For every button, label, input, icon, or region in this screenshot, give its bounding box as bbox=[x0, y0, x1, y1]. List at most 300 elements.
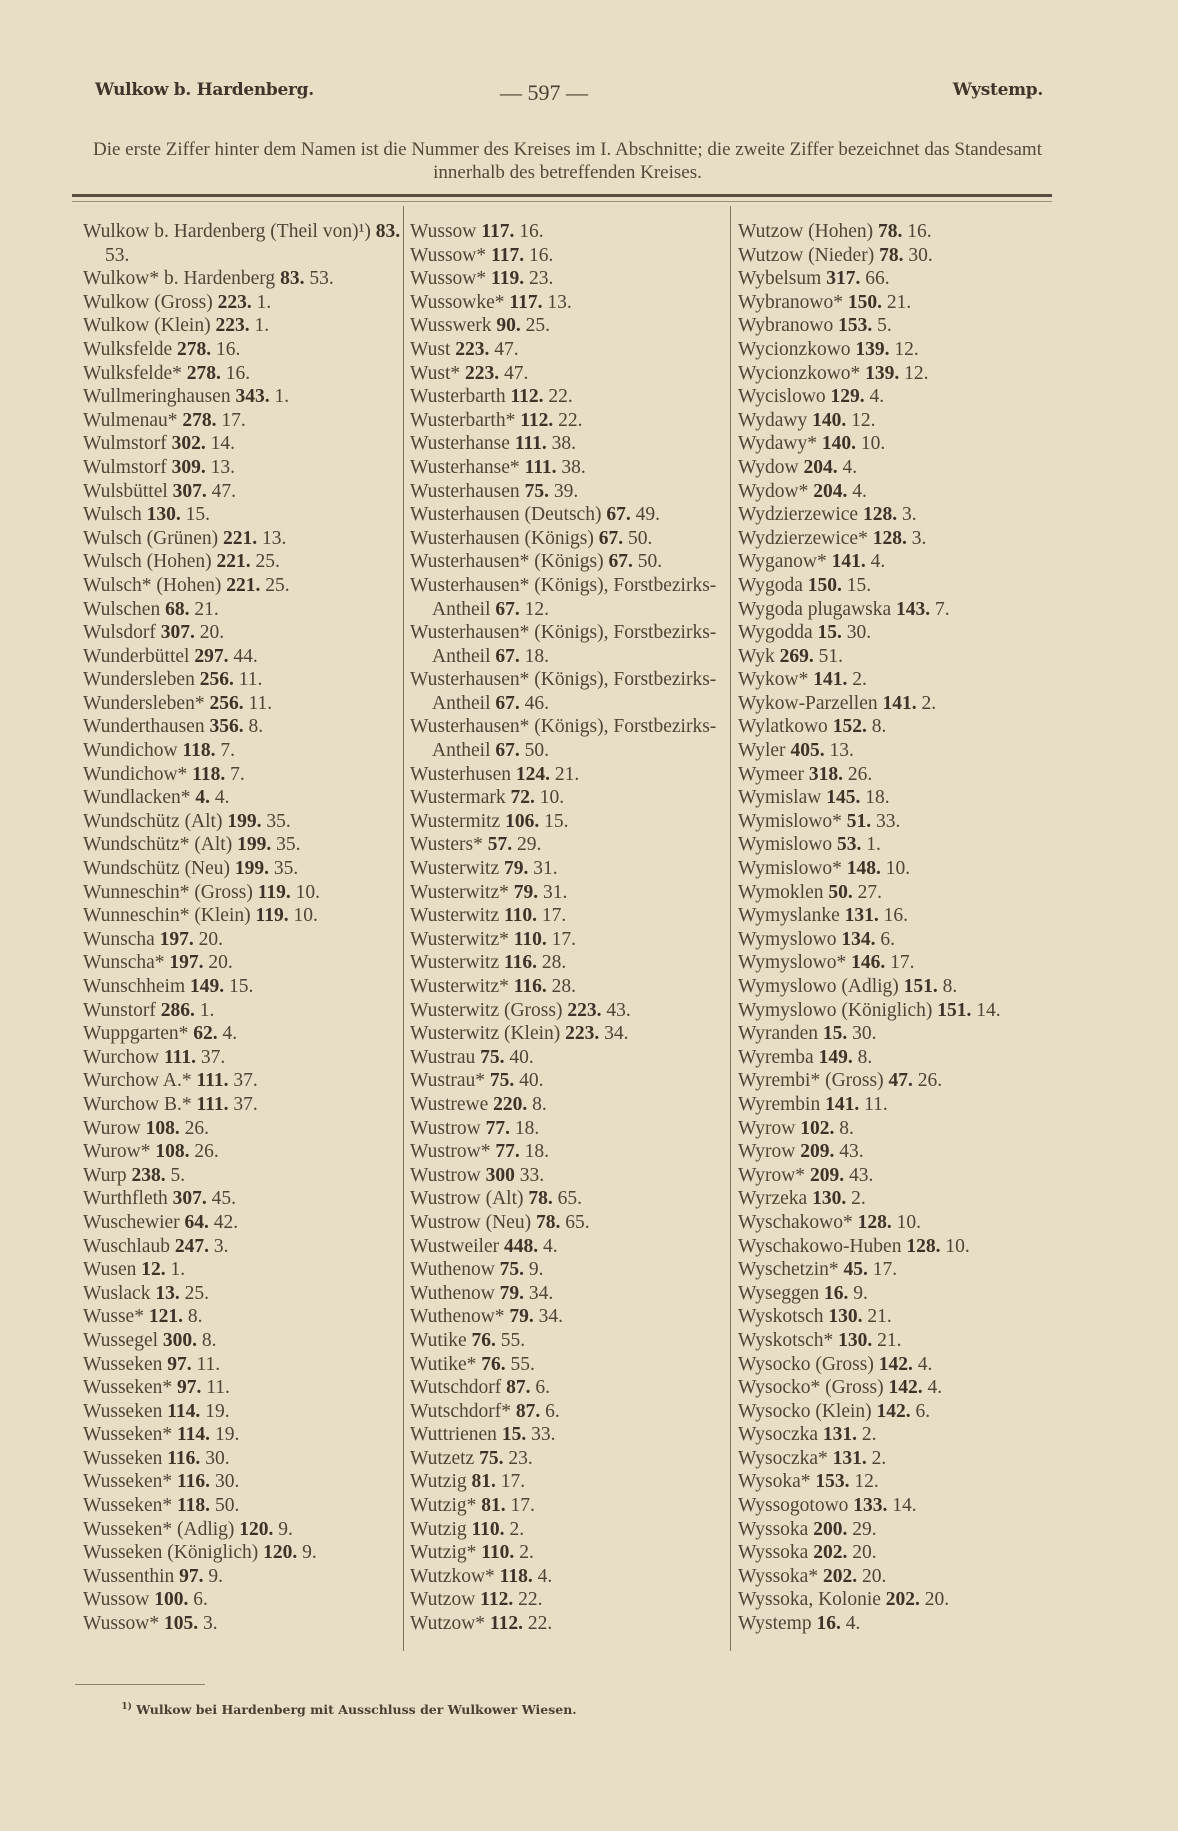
entry-kreis-number: 134. bbox=[841, 928, 876, 950]
entry-kreis-number: 97. bbox=[177, 1377, 202, 1399]
entry-kreis-number: 278. bbox=[182, 409, 217, 431]
entry-standesamt-number: 44. bbox=[233, 645, 258, 667]
index-entry bbox=[738, 1069, 1056, 1093]
entry-standesamt-number: 17. bbox=[510, 1495, 535, 1517]
entry-standesamt-number: 18. bbox=[514, 1117, 540, 1139]
entry-kreis-number: 278. bbox=[176, 338, 212, 360]
entry-standesamt-number: 7. bbox=[230, 763, 245, 785]
entry-place-name: Wuppgarten* bbox=[83, 1023, 189, 1045]
entry-place-name: Wustrow bbox=[410, 1164, 481, 1186]
entry-place-name: Wurow bbox=[83, 1117, 141, 1139]
entry-kreis-number: 111. bbox=[196, 1093, 229, 1115]
entry-place-name: Wyssoka bbox=[738, 1542, 809, 1564]
entry-kreis-number: 133. bbox=[853, 1495, 888, 1517]
index-entry bbox=[83, 1046, 401, 1070]
entry-place-name: Wusterwitz* bbox=[410, 976, 509, 997]
index-entry bbox=[738, 881, 1056, 905]
index-entry bbox=[83, 951, 401, 975]
entry-place-name: Wusseken* bbox=[83, 1471, 173, 1493]
entry-kreis-number: 75. bbox=[480, 1046, 505, 1068]
entry-standesamt-number: 13. bbox=[262, 527, 287, 549]
index-entry bbox=[83, 904, 401, 928]
entry-kreis-number: 47. bbox=[888, 1070, 913, 1092]
entry-standesamt-number: 53. bbox=[105, 244, 130, 266]
entry-kreis-number: 72. bbox=[510, 787, 535, 809]
footnote bbox=[0, 1702, 938, 1717]
entry-place-name: Wustweiler bbox=[410, 1235, 500, 1257]
entry-place-name: Wybranowo bbox=[738, 315, 834, 337]
entry-kreis-number: 223. bbox=[465, 362, 500, 384]
index-entry bbox=[738, 810, 1056, 834]
entry-kreis-number: 307. bbox=[172, 480, 207, 502]
entry-kreis-number: 100. bbox=[154, 1589, 189, 1611]
entry-kreis-number: 90. bbox=[496, 315, 521, 337]
entry-standesamt-number: 1. bbox=[199, 999, 215, 1021]
index-entry bbox=[83, 1612, 401, 1636]
index-entry bbox=[410, 1093, 728, 1117]
entry-standesamt-number: 13. bbox=[829, 740, 854, 762]
entry-kreis-number: 197. bbox=[169, 952, 204, 974]
entry-place-name: Wybelsum bbox=[738, 268, 822, 290]
index-entry bbox=[738, 1258, 1056, 1282]
entry-place-name: Wutzig bbox=[410, 1471, 467, 1493]
entry-kreis-number: 128. bbox=[872, 527, 907, 549]
entry-place-name: Wuschewier bbox=[83, 1211, 180, 1233]
index-entry bbox=[738, 786, 1056, 810]
entry-standesamt-number: 55. bbox=[500, 1329, 526, 1351]
entry-standesamt-number: 45. bbox=[211, 1188, 237, 1210]
index-entry bbox=[738, 1187, 1056, 1211]
entry-place-name: Wunscha bbox=[83, 928, 155, 950]
index-entry bbox=[83, 385, 401, 409]
index-entry bbox=[410, 786, 728, 810]
entry-standesamt-number: 14. bbox=[976, 999, 1001, 1021]
entry-standesamt-number: 25. bbox=[184, 1282, 209, 1304]
entry-standesamt-number: 2. bbox=[921, 692, 937, 714]
index-entry bbox=[410, 1117, 728, 1141]
entry-place-name: Wulksfelde bbox=[83, 338, 173, 360]
entry-place-name: Wusterhanse* bbox=[410, 456, 520, 478]
entry-kreis-number: 300. bbox=[162, 1329, 198, 1351]
entry-place-name: Wyssoka, Kolonie bbox=[738, 1589, 881, 1611]
entry-kreis-number: 121. bbox=[148, 1306, 183, 1328]
entry-kreis-number: 139. bbox=[865, 362, 900, 384]
entry-kreis-number: 238. bbox=[131, 1164, 166, 1186]
entry-standesamt-number: 17. bbox=[890, 952, 915, 974]
entry-kreis-number: 128. bbox=[906, 1235, 941, 1257]
index-entry bbox=[738, 314, 1056, 338]
entry-kreis-number: 87. bbox=[515, 1400, 541, 1422]
entry-standesamt-number: 19. bbox=[214, 1424, 240, 1446]
entry-place-name: Wycislowo bbox=[738, 386, 826, 408]
entry-place-name: Wundschütz (Alt) bbox=[83, 810, 223, 832]
entry-standesamt-number: 6. bbox=[535, 1377, 551, 1399]
entry-place-name: Wurp bbox=[83, 1164, 127, 1186]
entry-standesamt-number: 30. bbox=[852, 1023, 877, 1045]
entry-kreis-number: 150. bbox=[807, 574, 842, 596]
entry-kreis-number: 130. bbox=[812, 1188, 847, 1210]
entry-place-name: Wustrow (Neu) bbox=[410, 1211, 532, 1233]
index-entry bbox=[410, 999, 728, 1023]
footnote-marker: 1) bbox=[121, 1702, 132, 1712]
entry-place-name: Wundersleben bbox=[83, 669, 195, 691]
entry-kreis-number: 97. bbox=[167, 1353, 192, 1375]
entry-standesamt-number: 12. bbox=[854, 1471, 879, 1493]
index-entry bbox=[410, 904, 728, 928]
running-head-right: Wystemp. bbox=[952, 80, 1043, 100]
entry-standesamt-number: 20. bbox=[861, 1565, 887, 1587]
entry-place-name: Wussow bbox=[83, 1589, 150, 1611]
entry-standesamt-number: 34. bbox=[528, 1282, 554, 1304]
index-entry bbox=[738, 951, 1056, 975]
entry-place-name: Wunschheim bbox=[83, 976, 186, 997]
entry-standesamt-number: 26. bbox=[847, 763, 873, 785]
entry-kreis-number: 112. bbox=[510, 386, 544, 408]
index-entry bbox=[83, 1329, 401, 1353]
entry-place-name: Wundersleben* bbox=[83, 692, 205, 714]
index-entry bbox=[410, 1046, 728, 1070]
entry-kreis-number: 131. bbox=[832, 1447, 867, 1469]
entry-standesamt-number: 8. bbox=[839, 1117, 854, 1139]
entry-kreis-number: 142. bbox=[876, 1400, 911, 1422]
entry-place-name: Wusterwitz* bbox=[410, 881, 509, 903]
entry-standesamt-number: 17. bbox=[551, 928, 577, 950]
index-entry bbox=[410, 1588, 728, 1612]
entry-place-name: Wydawy* bbox=[738, 433, 817, 455]
entry-place-name: Wymislowo* bbox=[738, 810, 842, 832]
entry-place-name: Wusterhanse bbox=[410, 433, 510, 455]
entry-kreis-number: 13. bbox=[155, 1282, 180, 1304]
entry-kreis-number: 220. bbox=[493, 1093, 528, 1115]
entry-place-name: Wusterhausen* (Königs), Forstbezirks-Antheil bbox=[410, 716, 717, 762]
entry-standesamt-number: 47. bbox=[211, 480, 237, 502]
index-entry bbox=[410, 810, 728, 834]
index-entry bbox=[410, 550, 728, 574]
entry-place-name: Wyrow bbox=[738, 1117, 796, 1139]
entry-kreis-number: 110. bbox=[503, 905, 538, 927]
entry-standesamt-number: 25. bbox=[525, 315, 551, 337]
entry-place-name: Wygoda bbox=[738, 574, 803, 596]
entry-kreis-number: 247. bbox=[174, 1235, 209, 1257]
entry-standesamt-number: 19. bbox=[205, 1400, 230, 1422]
entry-standesamt-number: 4. bbox=[927, 1377, 943, 1399]
entry-place-name: Wunderthausen bbox=[83, 716, 205, 738]
index-entry bbox=[410, 1612, 728, 1636]
index-entry bbox=[83, 1588, 401, 1612]
index-entry bbox=[738, 1470, 1056, 1494]
entry-standesamt-number: 20. bbox=[208, 952, 233, 974]
entry-place-name: Wurthfleth bbox=[83, 1188, 168, 1210]
entry-standesamt-number: 33. bbox=[876, 810, 901, 832]
entry-kreis-number: 202. bbox=[885, 1589, 920, 1611]
entry-kreis-number: 53. bbox=[837, 834, 862, 856]
entry-place-name: Wulkow (Klein) bbox=[83, 315, 211, 337]
entry-kreis-number: 83. bbox=[375, 221, 401, 242]
entry-kreis-number: 204. bbox=[803, 456, 838, 478]
entry-place-name: Wusseken* bbox=[83, 1495, 173, 1517]
index-entry bbox=[738, 220, 1056, 244]
entry-standesamt-number: 34. bbox=[538, 1306, 564, 1328]
index-entry bbox=[83, 1447, 401, 1471]
entry-kreis-number: 128. bbox=[862, 504, 898, 526]
entry-kreis-number: 79. bbox=[513, 881, 539, 903]
entry-place-name: Wusterhausen (Deutsch) bbox=[410, 504, 602, 526]
index-entry bbox=[738, 904, 1056, 928]
entry-place-name: Wussenthin bbox=[83, 1565, 175, 1587]
entry-kreis-number: 116. bbox=[513, 976, 547, 997]
index-entry bbox=[410, 385, 728, 409]
index-entry bbox=[410, 1069, 728, 1093]
entry-kreis-number: 76. bbox=[481, 1353, 506, 1375]
index-entry bbox=[83, 1565, 401, 1589]
entry-standesamt-number: 9. bbox=[528, 1259, 544, 1281]
index-entry bbox=[738, 480, 1056, 504]
entry-standesamt-number: 1. bbox=[866, 834, 881, 856]
entry-place-name: Wutike* bbox=[410, 1353, 477, 1375]
entry-standesamt-number: 15. bbox=[228, 976, 254, 997]
index-entry bbox=[410, 1022, 728, 1046]
entry-kreis-number: 15. bbox=[817, 622, 842, 644]
entry-standesamt-number: 4. bbox=[842, 456, 858, 478]
entry-place-name: Wycionzkowo bbox=[738, 338, 851, 360]
entry-place-name: Wymyslowo bbox=[738, 928, 837, 950]
index-entry bbox=[738, 362, 1056, 386]
entry-place-name: Wulsch bbox=[83, 504, 142, 526]
entry-place-name: Wysoczka* bbox=[738, 1447, 828, 1469]
index-entry bbox=[738, 1022, 1056, 1046]
entry-standesamt-number: 12. bbox=[851, 409, 876, 431]
entry-standesamt-number: 50. bbox=[524, 740, 549, 762]
entry-place-name: Wullmeringhausen bbox=[83, 386, 231, 408]
index-entry bbox=[83, 1187, 401, 1211]
entry-place-name: Wuthenow bbox=[410, 1282, 495, 1304]
entry-kreis-number: 140. bbox=[812, 409, 847, 431]
index-entry bbox=[738, 598, 1056, 622]
entry-standesamt-number: 50. bbox=[628, 527, 653, 549]
index-entry bbox=[738, 763, 1056, 787]
index-entry bbox=[738, 338, 1056, 362]
entry-kreis-number: 141. bbox=[882, 692, 917, 714]
index-entry bbox=[83, 1211, 401, 1235]
entry-kreis-number: 119. bbox=[257, 881, 291, 903]
index-entry bbox=[410, 715, 728, 762]
entry-kreis-number: 223. bbox=[565, 1023, 600, 1045]
entry-place-name: Wutzow bbox=[410, 1589, 476, 1611]
entry-kreis-number: 448. bbox=[503, 1235, 539, 1257]
index-entry bbox=[83, 928, 401, 952]
entry-kreis-number: 75. bbox=[479, 1447, 504, 1469]
entry-standesamt-number: 4. bbox=[869, 386, 885, 408]
entry-place-name: Wustermark bbox=[410, 787, 506, 809]
index-entry bbox=[83, 692, 401, 716]
entry-place-name: Wusterhausen* (Königs), Forstbezirks-Antheil bbox=[410, 669, 717, 714]
entry-place-name: Wusseken bbox=[83, 1353, 163, 1375]
index-entry bbox=[83, 480, 401, 504]
entry-standesamt-number: 4. bbox=[214, 787, 230, 809]
entry-place-name: Wykow-Parzellen bbox=[738, 692, 878, 714]
entry-place-name: Wusseken* bbox=[83, 1377, 173, 1399]
entry-standesamt-number: 4. bbox=[870, 551, 886, 573]
entry-place-name: Wustermitz bbox=[410, 810, 501, 832]
entry-place-name: Wusterwitz bbox=[410, 905, 500, 927]
index-entry bbox=[410, 1400, 728, 1424]
entry-place-name: Wykow* bbox=[738, 669, 809, 691]
entry-kreis-number: 112. bbox=[480, 1589, 514, 1611]
entry-kreis-number: 153. bbox=[815, 1471, 850, 1493]
entry-kreis-number: 67. bbox=[608, 551, 633, 573]
index-entry bbox=[738, 1117, 1056, 1141]
entry-standesamt-number: 11. bbox=[238, 669, 263, 691]
entry-standesamt-number: 8. bbox=[248, 716, 264, 738]
entry-place-name: Wunneschin* (Klein) bbox=[83, 905, 251, 927]
entry-place-name: Wymislowo* bbox=[738, 858, 842, 880]
entry-standesamt-number: 3. bbox=[213, 1235, 229, 1257]
entry-place-name: Wusen bbox=[83, 1259, 137, 1281]
entry-place-name: Wulkow b. Hardenberg (Theil von)¹) bbox=[83, 221, 371, 242]
entry-standesamt-number: 65. bbox=[557, 1188, 582, 1210]
entry-standesamt-number: 13. bbox=[547, 291, 572, 313]
entry-kreis-number: 64. bbox=[184, 1211, 209, 1233]
index-entry bbox=[83, 1305, 401, 1329]
index-entry bbox=[410, 338, 728, 362]
index-entry bbox=[83, 1140, 401, 1164]
entry-standesamt-number: 47. bbox=[504, 362, 529, 384]
entry-kreis-number: 117. bbox=[481, 221, 515, 242]
entry-kreis-number: 318. bbox=[808, 763, 843, 785]
entry-place-name: Wusterbarth* bbox=[410, 409, 516, 431]
index-entry bbox=[410, 527, 728, 551]
index-entry bbox=[410, 951, 728, 975]
entry-kreis-number: 150. bbox=[847, 291, 882, 313]
entry-kreis-number: 83. bbox=[280, 268, 305, 290]
index-entry bbox=[83, 1400, 401, 1424]
entry-standesamt-number: 23. bbox=[508, 1447, 533, 1469]
index-entry bbox=[410, 621, 728, 668]
index-entry bbox=[83, 1470, 401, 1494]
entry-kreis-number: 149. bbox=[189, 976, 225, 997]
index-entry bbox=[738, 645, 1056, 669]
entry-kreis-number: 141. bbox=[825, 1093, 860, 1115]
index-entry bbox=[83, 598, 401, 622]
page-number: — 597 — bbox=[500, 80, 588, 105]
entry-place-name: Wyseggen bbox=[738, 1282, 820, 1304]
entry-place-name: Wussow* bbox=[83, 1613, 160, 1635]
entry-kreis-number: 131. bbox=[822, 1424, 858, 1446]
index-entry bbox=[410, 409, 728, 433]
entry-place-name: Wurchow bbox=[83, 1046, 160, 1068]
index-entry bbox=[738, 291, 1056, 315]
entry-kreis-number: 119. bbox=[255, 905, 289, 927]
entry-place-name: Wyrzeka bbox=[738, 1188, 808, 1210]
entry-kreis-number: 317. bbox=[826, 268, 861, 290]
index-entry bbox=[738, 574, 1056, 598]
entry-standesamt-number: 9. bbox=[278, 1518, 293, 1540]
index-entry bbox=[410, 1164, 728, 1188]
entry-kreis-number: 111. bbox=[163, 1046, 196, 1068]
entry-standesamt-number: 5. bbox=[170, 1164, 186, 1186]
entry-standesamt-number: 50. bbox=[214, 1495, 240, 1517]
index-entry bbox=[738, 1612, 1056, 1636]
entry-kreis-number: 221. bbox=[223, 527, 258, 549]
entry-place-name: Wusseken* bbox=[83, 1424, 173, 1446]
entry-standesamt-number: 4. bbox=[542, 1235, 558, 1257]
index-entry bbox=[410, 668, 728, 715]
entry-standesamt-number: 18. bbox=[524, 645, 549, 667]
entry-standesamt-number: 30. bbox=[205, 1447, 230, 1469]
entry-standesamt-number: 11. bbox=[864, 1093, 888, 1115]
entry-kreis-number: 78. bbox=[528, 1188, 553, 1210]
entry-kreis-number: 307. bbox=[172, 1188, 207, 1210]
entry-standesamt-number: 12. bbox=[524, 598, 549, 620]
entry-standesamt-number: 2. bbox=[851, 1188, 866, 1210]
entry-kreis-number: 105. bbox=[164, 1613, 199, 1635]
entry-place-name: Wymyslowo (Adlig) bbox=[738, 976, 899, 997]
entry-standesamt-number: 66. bbox=[865, 268, 890, 290]
entry-kreis-number: 67. bbox=[606, 504, 631, 526]
entry-place-name: Wylatkowo bbox=[738, 716, 828, 738]
entry-standesamt-number: 13. bbox=[210, 456, 235, 478]
entry-kreis-number: 12. bbox=[141, 1259, 166, 1281]
entry-standesamt-number: 14. bbox=[210, 433, 235, 455]
index-entry bbox=[738, 1140, 1056, 1164]
index-entry bbox=[738, 267, 1056, 291]
index-entry bbox=[410, 763, 728, 787]
entry-kreis-number: 116. bbox=[167, 1447, 201, 1469]
entry-kreis-number: 209. bbox=[809, 1164, 845, 1186]
entry-place-name: Wyssoka bbox=[738, 1518, 809, 1540]
entry-kreis-number: 117. bbox=[491, 244, 525, 266]
index-entry bbox=[738, 1282, 1056, 1306]
index-entry bbox=[738, 1400, 1056, 1424]
entry-place-name: Wundlacken* bbox=[83, 787, 191, 809]
entry-place-name: Wyganow* bbox=[738, 551, 827, 573]
entry-kreis-number: 106. bbox=[505, 810, 540, 832]
entry-kreis-number: 50. bbox=[828, 881, 853, 903]
entry-kreis-number: 152. bbox=[832, 716, 867, 738]
index-entry bbox=[83, 267, 401, 291]
entry-place-name: Wulsdorf bbox=[83, 622, 156, 644]
index-entry bbox=[83, 1069, 401, 1093]
entry-place-name: Wusswerk bbox=[410, 315, 492, 337]
index-entry bbox=[738, 1093, 1056, 1117]
entry-kreis-number: 202. bbox=[822, 1565, 858, 1587]
index-entry bbox=[738, 692, 1056, 716]
entry-place-name: Wyssoka* bbox=[738, 1565, 819, 1587]
index-entry bbox=[410, 574, 728, 621]
entry-place-name: Wutzow* bbox=[410, 1613, 486, 1635]
header-rule bbox=[72, 194, 1052, 197]
entry-kreis-number: 223. bbox=[215, 315, 250, 337]
entry-standesamt-number: 22. bbox=[558, 409, 583, 431]
index-entry bbox=[83, 1164, 401, 1188]
index-entry bbox=[738, 456, 1056, 480]
running-head bbox=[95, 80, 1043, 110]
entry-kreis-number: 300 bbox=[485, 1164, 515, 1186]
index-entry bbox=[83, 975, 401, 999]
entry-place-name: Wust bbox=[410, 338, 451, 360]
index-entry bbox=[410, 833, 728, 857]
entry-kreis-number: 119. bbox=[491, 268, 525, 290]
entry-standesamt-number: 21. bbox=[877, 1329, 902, 1351]
entry-kreis-number: 302. bbox=[171, 433, 206, 455]
entry-place-name: Wusterwitz (Klein) bbox=[410, 1023, 561, 1045]
entry-standesamt-number: 35. bbox=[276, 834, 301, 856]
entry-standesamt-number: 33. bbox=[519, 1164, 545, 1186]
index-entry bbox=[738, 928, 1056, 952]
entry-standesamt-number: 21. bbox=[867, 1306, 892, 1328]
entry-place-name: Wydow* bbox=[738, 480, 809, 502]
entry-standesamt-number: 8. bbox=[187, 1306, 203, 1328]
